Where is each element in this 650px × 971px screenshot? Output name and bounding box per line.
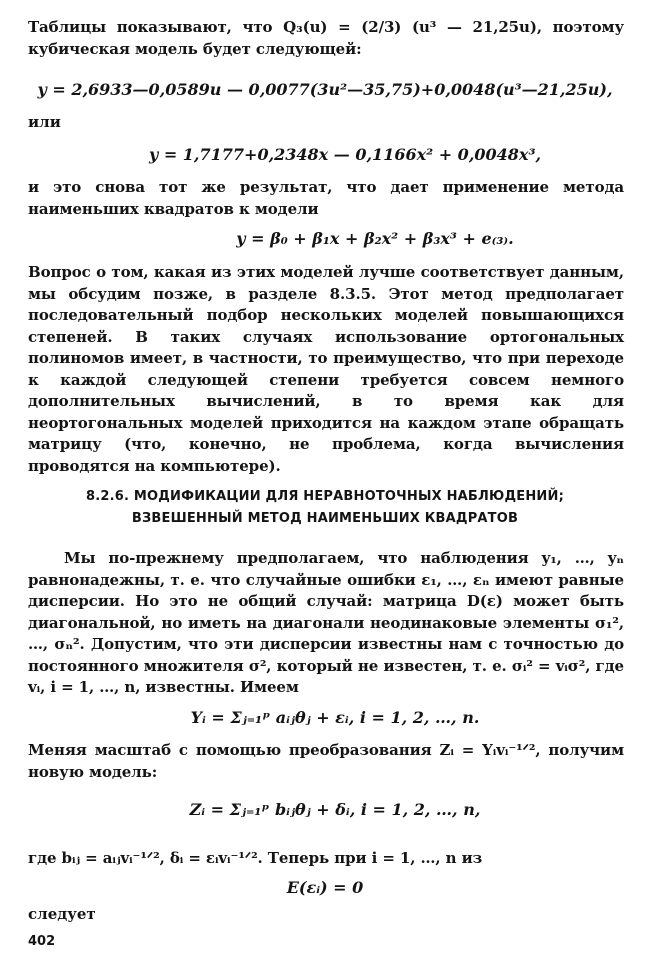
equation-cubic-polynomial: y = 1,7177+0,2348x — 0,1166x² + 0,0048x³,	[148, 145, 542, 164]
paragraph-definitions: где bᵢⱼ = aᵢⱼvᵢ⁻¹ᐟ², δᵢ = εᵢvᵢ⁻¹ᐟ². Теперь при i = 1, …, n из	[28, 849, 483, 867]
equation-model-y: Yᵢ = Σⱼ₌₁ᵖ aᵢⱼθⱼ + εᵢ, i = 1, 2, …, n.	[190, 708, 480, 727]
equation-model-beta: y = β₀ + β₁x + β₂x² + β₃x³ + e₍₃₎.	[236, 229, 514, 248]
equation-model-z: Zᵢ = Σⱼ₌₁ᵖ bᵢⱼθⱼ + δᵢ, i = 1, 2, …, n,	[189, 800, 481, 819]
paragraph-unequal-variances: Мы по-прежнему предполагаем, что наблюдения y₁, …, yₙ равнонадежны, т. е. что случайные ошибки ε₁, …, εₙ имеют равные дисперсии. Но это не общий случай: матрица D(ε) может быть диагональной, но иметь на диагонали неодинаковые элементы σ₁², …, σₙ². Допустим, что эти дисперсии известны нам с точностью до постоянного множителя σ², который не известен, т. е. σᵢ² = vᵢσ², где vᵢ, i = 1, …, n, известны. Имеем	[28, 549, 624, 696]
page-number: 402	[28, 934, 56, 949]
word-follows: следует	[28, 905, 96, 923]
equation-cubic-orthogonal: y = 2,6933—0,0589u — 0,0077(3u²—35,75)+0,0048(u³—21,25u),	[37, 80, 613, 99]
equation-expectation: E(εᵢ) = 0	[286, 878, 364, 897]
paragraph-least-squares: и это снова тот же результат, что дает применение метода наименьших квадратов к модели	[28, 178, 624, 218]
paragraph-rescaling: Меняя масштаб с помощью преобразования Zᵢ = Yᵢvᵢ⁻¹ᐟ², получим новую модель:	[28, 741, 624, 781]
section-heading-line-2: ВЗВЕШЕННЫЙ МЕТОД НАИМЕНЬШИХ КВАДРАТОВ	[131, 511, 519, 526]
paragraph-cubic-model: Таблицы показывают, что Q₃(u) = (2/3) (u³ — 21,25u), поэтому кубическая модель будет следующей:	[28, 18, 624, 58]
section-heading-line-1: 8.2.6. МОДИФИКАЦИИ ДЛЯ НЕРАВНОТОЧНЫХ НАБЛЮДЕНИЙ;	[86, 489, 564, 504]
paragraph-orthogonal-advantage: Вопрос о том, какая из этих моделей лучше соответствует данным, мы обсудим позже, в разделе 8.3.5. Этот метод предполагает последовательный подбор нескольких моделей повышающихся степеней. В таких случаях использование ортогональных полиномов имеет, в частности, то преимущество, что при переходе к каждой следующей степени требуется совсем немного дополнительных вычислений, в то время как для неортогональных моделей приходится на каждом этапе обращать матрицу (что, конечно, не проблема, когда вычисления проводятся на компьютере).	[28, 263, 624, 475]
word-or: или	[28, 113, 61, 131]
